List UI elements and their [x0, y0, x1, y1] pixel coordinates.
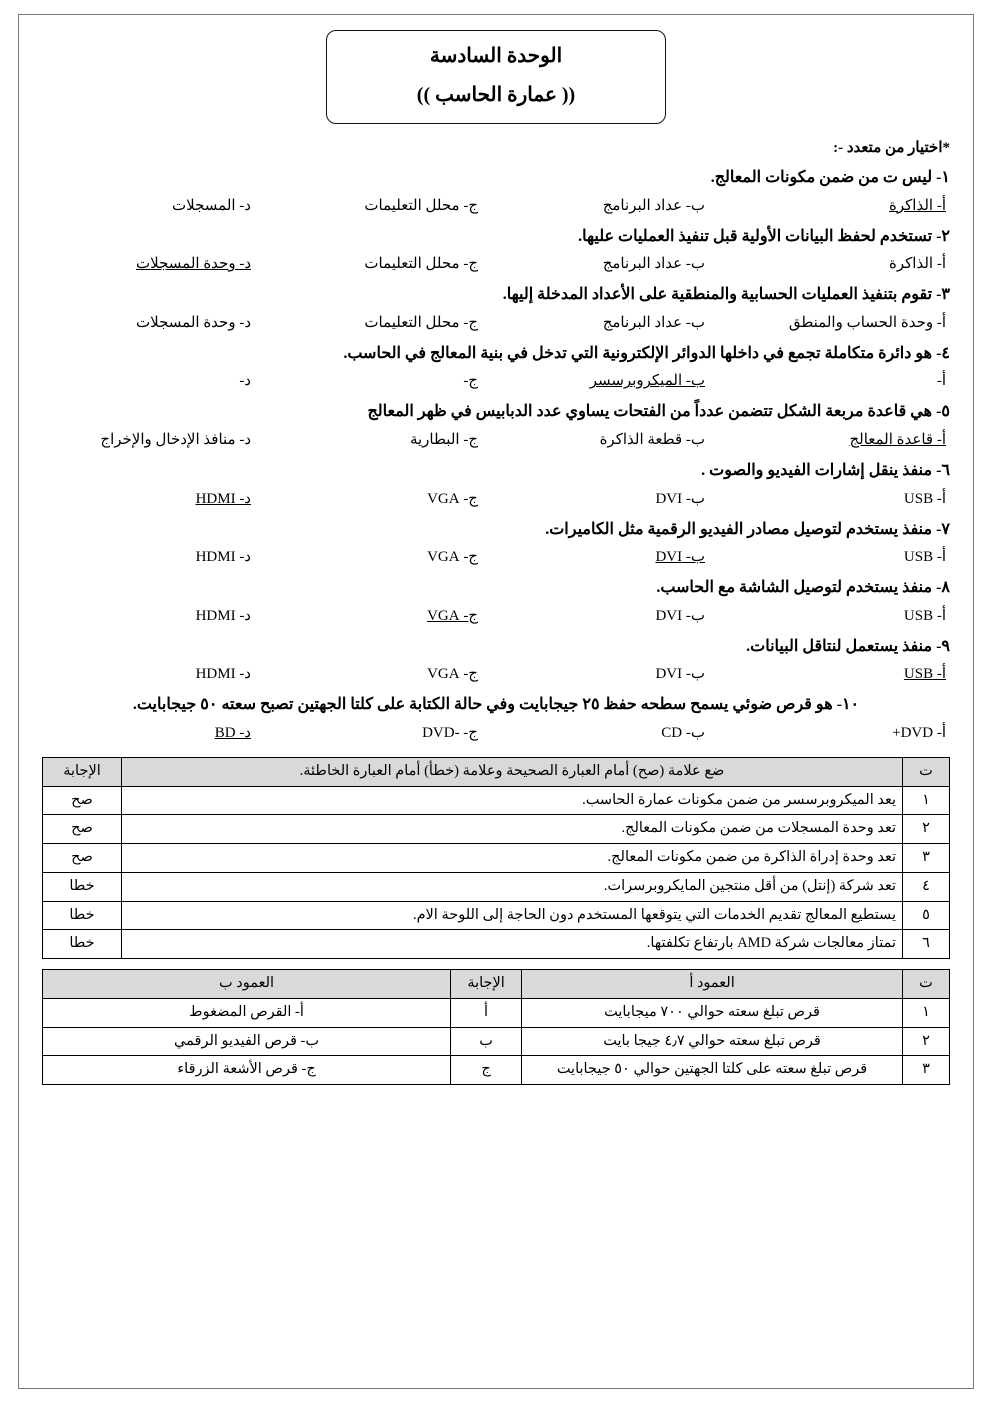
option-c[interactable]: ج- محلل التعليمات — [364, 256, 478, 273]
question-text: ٧- منفذ يستخدم لتوصيل مصادر الفيديو الرقمية مثل الكاميرات. — [545, 520, 950, 538]
question-text: ٥- هي قاعدة مربعة الشكل تتضمن عدداً من الفتحات يساوي عدد الدبابيس في ظهر المعالج — [367, 403, 950, 421]
matching-table — [42, 969, 950, 1085]
row-col-a: قرص تبلغ سعته حوالي ٧٠٠ ميجابايت — [522, 998, 903, 1027]
row-answer[interactable]: صح — [43, 786, 122, 815]
unit-title: الوحدة السادسة — [429, 45, 563, 67]
row-answer[interactable]: خطا — [43, 930, 122, 959]
question-options — [42, 251, 950, 278]
row-num: ٣ — [903, 844, 950, 873]
table-row — [43, 815, 950, 844]
question-9 — [42, 634, 950, 689]
row-answer[interactable]: ب — [451, 1027, 522, 1056]
row-statement: يعد الميكروبرسسر من ضمن مكونات عمارة الحاسب. — [122, 786, 903, 815]
header-answer: الإجابة — [43, 757, 122, 786]
question-4 — [42, 341, 950, 396]
header-col-a: العمود أ — [522, 970, 903, 999]
table-row — [43, 998, 950, 1027]
table-header-row — [43, 970, 950, 999]
row-statement: تمتاز معالجات شركة AMD بارتفاع تكلفتها. — [122, 930, 903, 959]
question-2 — [42, 224, 950, 279]
option-a[interactable]: أ- USB — [903, 666, 946, 683]
row-answer[interactable]: خطا — [43, 901, 122, 930]
table-header-row — [43, 757, 950, 786]
table-row — [43, 786, 950, 815]
row-num: ١ — [903, 998, 950, 1027]
option-b[interactable]: ب- عداد البرنامج — [602, 197, 705, 214]
option-a[interactable]: أ- USB — [903, 549, 946, 566]
question-options — [42, 310, 950, 337]
option-b[interactable]: ب- DVI — [655, 666, 705, 683]
option-a[interactable]: أ- USB — [903, 490, 946, 507]
question-options — [42, 720, 950, 747]
header-num: ت — [903, 757, 950, 786]
row-answer[interactable]: ج — [451, 1056, 522, 1085]
option-d[interactable]: د- HDMI — [195, 549, 251, 566]
question-options — [42, 368, 950, 395]
row-num: ١ — [903, 786, 950, 815]
row-col-b: ج- قرص الأشعة الزرقاء — [43, 1056, 451, 1085]
question-text: ٣- تقوم بتنفيذ العمليات الحسابية والمنطقية على الأعداد المدخلة إليها. — [502, 286, 950, 304]
option-a[interactable]: أ- DVD+ — [892, 724, 946, 741]
option-c[interactable]: ج- -DVD — [422, 724, 478, 741]
row-statement: تعد وحدة إدراة الذاكرة من ضمن مكونات المعالج. — [122, 844, 903, 873]
header-statement: ضع علامة (صح) أمام العبارة الصحيحة وعلامة (خطأ) أمام العبارة الخاطئة. — [122, 757, 903, 786]
row-answer[interactable]: أ — [451, 998, 522, 1027]
option-a[interactable]: أ- الذاكرة — [889, 256, 946, 273]
question-text: ٨- منفذ يستخدم لتوصيل الشاشة مع الحاسب. — [656, 579, 950, 597]
page-content — [42, 30, 950, 1383]
option-b[interactable]: ب- CD — [661, 724, 705, 741]
option-d[interactable]: د- المسجلات — [172, 197, 251, 214]
option-c[interactable]: ج- محلل التعليمات — [364, 197, 478, 214]
question-text: ٢- تستخدم لحفظ البيانات الأولية قبل تنفيذ العمليات عليها. — [578, 227, 950, 245]
row-num: ٦ — [903, 930, 950, 959]
row-col-a: قرص تبلغ سعته على كلتا الجهتين حوالي ٥٠ جيجابايت — [522, 1056, 903, 1085]
option-d[interactable]: د- وحدة المسجلات — [136, 256, 251, 273]
row-statement: يستطيع المعالج تقديم الخدمات التي يتوقعها المستخدم دون الحاجة إلى اللوحة الام. — [122, 901, 903, 930]
option-d[interactable]: د- منافذ الإدخال والإخراج — [100, 431, 251, 448]
true-false-table — [42, 757, 950, 959]
table-row — [43, 872, 950, 901]
question-7 — [42, 517, 950, 572]
question-options — [42, 486, 950, 513]
section-heading: *اختيار من متعدد -: — [833, 140, 950, 156]
question-text: ١- ليس ت من ضمن مكونات المعالج. — [710, 169, 950, 186]
header-col-b: العمود ب — [43, 970, 451, 999]
row-col-b: ب- قرص الفيديو الرقمي — [43, 1027, 451, 1056]
table-row — [43, 1056, 950, 1085]
question-6 — [42, 458, 950, 513]
option-c[interactable]: ج- محلل التعليمات — [364, 314, 478, 331]
option-b[interactable]: ب- DVI — [655, 549, 705, 566]
row-answer[interactable]: صح — [43, 844, 122, 873]
question-8 — [42, 575, 950, 630]
title-box — [326, 30, 666, 124]
option-b[interactable]: ب- قطعة الذاكرة — [599, 431, 705, 448]
option-a[interactable]: أ- USB — [903, 607, 946, 624]
option-b[interactable]: ب- DVI — [655, 607, 705, 624]
option-a[interactable]: أ- الذاكرة — [889, 197, 946, 214]
table-row — [43, 1027, 950, 1056]
option-a[interactable]: أ- وحدة الحساب والمنطق — [788, 314, 946, 331]
row-col-b: أ- القرص المضغوط — [43, 998, 451, 1027]
option-c[interactable]: ج- VGA — [427, 490, 478, 507]
question-text: ٩- منفذ يستعمل لنتاقل البيانات. — [746, 637, 950, 655]
unit-subtitle: (( عمارة الحاسب )) — [416, 84, 576, 106]
option-c[interactable]: ج- البطارية — [409, 431, 478, 448]
row-num: ٢ — [903, 815, 950, 844]
question-10 — [42, 692, 950, 747]
question-options — [42, 427, 950, 454]
table-row — [43, 901, 950, 930]
option-c[interactable]: ج- VGA — [427, 666, 478, 683]
option-b[interactable]: ب- عداد البرنامج — [602, 314, 705, 331]
row-num: ٢ — [903, 1027, 950, 1056]
row-num: ٥ — [903, 901, 950, 930]
table-row — [43, 844, 950, 873]
option-d[interactable]: د- HDMI — [195, 490, 251, 507]
question-options — [42, 193, 950, 220]
question-5 — [42, 399, 950, 454]
question-3 — [42, 282, 950, 337]
header-num: ت — [903, 970, 950, 999]
option-a[interactable]: أ- — [936, 373, 946, 390]
option-d[interactable]: د- HDMI — [195, 666, 251, 683]
question-text: ٦- منفذ ينقل إشارات الفيديو والصوت . — [701, 461, 950, 479]
option-b[interactable]: ب- DVI — [655, 490, 705, 507]
option-d[interactable]: د- HDMI — [195, 607, 251, 624]
option-c[interactable]: ج- — [463, 373, 478, 390]
option-d[interactable]: د- وحدة المسجلات — [136, 314, 251, 331]
row-num: ٣ — [903, 1056, 950, 1085]
row-statement: تعد شركة (إنتل) من أقل منتجين المايكروبرسرات. — [122, 872, 903, 901]
option-c[interactable]: ج- VGA — [427, 549, 478, 566]
option-a[interactable]: أ- قاعدة المعالج — [849, 431, 946, 448]
header-answer: الإجابة — [451, 970, 522, 999]
question-1 — [42, 165, 950, 220]
question-options — [42, 603, 950, 630]
option-d[interactable]: د- BD — [214, 724, 251, 741]
option-c[interactable]: ج- VGA — [427, 607, 478, 624]
option-b[interactable]: ب- عداد البرنامج — [602, 256, 705, 273]
question-options — [42, 661, 950, 688]
question-text: ٤- هو دائرة متكاملة تجمع في داخلها الدوائر الإلكترونية التي تدخل في بنية المعالج في الحاسب. — [343, 344, 950, 362]
question-text: ١٠- هو قرص ضوئي يسمح سطحه حفظ ٢٥ جيجابايت وفي حالة الكتابة على كلتا الجهتين تصبح سعته ٥٠ جيجابايت. — [132, 696, 860, 714]
row-statement: تعد وحدة المسجلات من ضمن مكونات المعالج. — [122, 815, 903, 844]
option-b[interactable]: ب- الميكروبرسسر — [589, 373, 705, 390]
option-d[interactable]: د- — [239, 373, 251, 390]
question-options — [42, 544, 950, 571]
row-num: ٤ — [903, 872, 950, 901]
row-col-a: قرص تبلغ سعته حوالي ٤٫٧ جيجا بايت — [522, 1027, 903, 1056]
table-row — [43, 930, 950, 959]
row-answer[interactable]: خطا — [43, 872, 122, 901]
row-answer[interactable]: صح — [43, 815, 122, 844]
